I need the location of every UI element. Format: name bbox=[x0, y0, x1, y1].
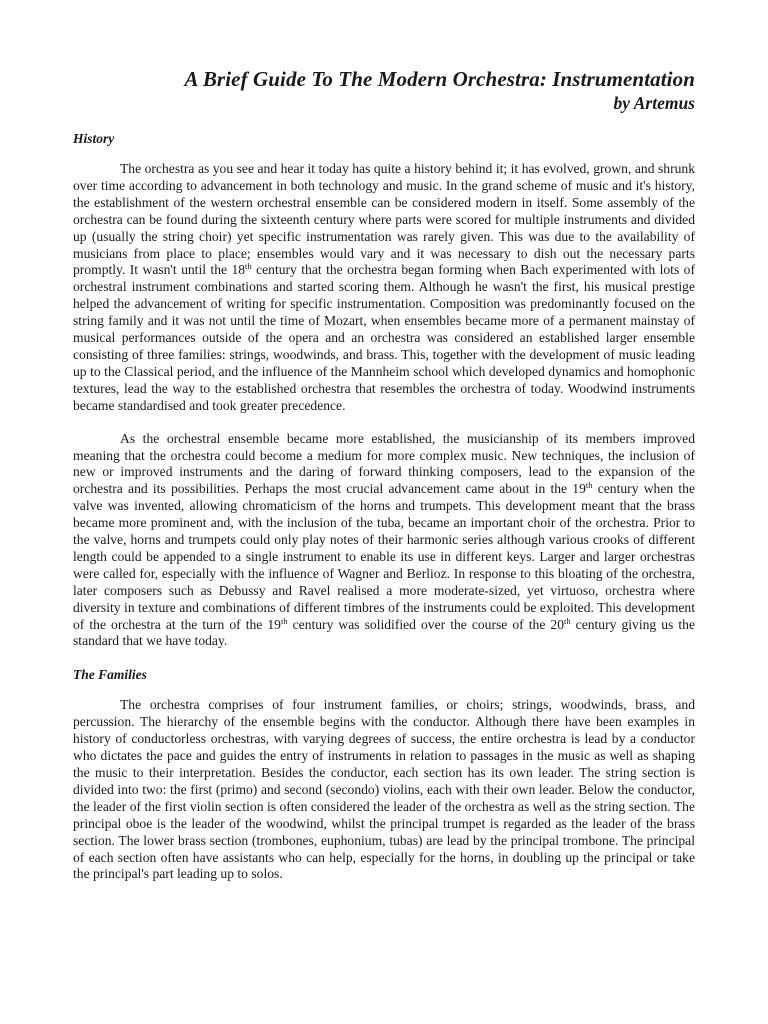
ordinal-superscript: th bbox=[280, 615, 288, 626]
text-run: century that the orchestra began forming when Bach experimented with lots of orchestral instrument combinations and started scoring them. Although he wasn't the first, his musical prestige helped the advancement of writing for specific instrumentation. Composition was predominantly focused on the string family and it was not until the time of Mozart, when ensembles became more of a permanent mainstay of musical performances outside of the opera and an orchestra was considered an established larger ensemble consisting of three families: strings, woodwinds, and brass. This, together with the development of music leading up to the Classical period, and the influence of the Mannheim school which developed dynamics and homophonic textures, lead the way to the established orchestra that resembles the orchestra of today. Woodwind instruments became standardised and took greater precedence. bbox=[73, 262, 695, 413]
text-run: century giving us the standard that we have today. bbox=[73, 616, 695, 649]
text-run: century was solidified over the course of the 20 bbox=[287, 616, 564, 632]
text-run: The orchestra as you see and hear it today has quite a history behind it; it has evolved, grown, and shrunk over time according to advancement in both technology and music. In the grand scheme of music and it's history, the establishment of the western orchestral ensemble can be considered modern in itself. Some assembly of the orchestra can be found during the sixteenth century where parts were scored for multiple instruments and divided up (usually the string choir) yet specific instrumentation was rarely given. This was due to the availability of musicians from place to place; ensembles would vary and it was necessary to dish out the necessary parts promptly. It wasn't until the 18 bbox=[73, 161, 695, 278]
text-run: century when the valve was invented, allowing chromaticism of the horns and trumpets. This development meant that the brass became more prominent and, with the inclusion of the tuba, became an important choir of the orchestra. Prior to the valve, horns and trumpets could only play notes of their harmonic series although various crooks of different length could be appended to a single instrument to enable its use in different keys. Larger and larger orchestras were called for, especially with the influence of Wagner and Berlioz. In response to this bloating of the orchestra, later composers such as Debussy and Ravel realised a more moderate-sized, yet virtuoso, orchestra where diversity in texture and combinations of different timbres of the instruments could be exploited. This development of the orchestra at the turn of the 19 bbox=[73, 481, 695, 632]
ordinal-superscript: th bbox=[245, 261, 252, 272]
ordinal-superscript: th bbox=[564, 615, 571, 626]
ordinal-superscript: th bbox=[585, 480, 593, 491]
document-author: by Artemus bbox=[613, 93, 695, 113]
document-title: A Brief Guide To The Modern Orchestra: Instrumentation bbox=[184, 67, 695, 91]
section-heading-families: The Families bbox=[73, 667, 147, 683]
history-paragraph-2 bbox=[73, 431, 695, 651]
section-heading-history: History bbox=[73, 131, 115, 146]
history-paragraph-1 bbox=[73, 161, 695, 415]
document-page bbox=[73, 66, 695, 899]
text-run: As the orchestral ensemble became more established, the musicianship of its members improved meaning that the orchestra could become a medium for more complex music. New techniques, the inclusion of new or improved instruments and the daring of forward thinking composers, lead to the expansion of the orchestra and its possibilities. Perhaps the most crucial advancement came about in the 19 bbox=[73, 430, 695, 497]
families-paragraph-1: The orchestra comprises of four instrument families, or choirs; strings, woodwinds, brass, and percussion. The hierarchy of the ensemble begins with the conductor. Although there have been examples in history of conductorless orchestras, with varying degrees of success, the entire orchestra is lead by a conductor who dictates the pace and guides the entry of instruments in relation to passages in the music as well as shaping the music to their interpretation. Besides the conductor, each section has its own leader. The string section is divided into two: the first (primo) and second (secondo) violins, each with their own leader. Below the conductor, the leader of the first violin section is often considered the leader of the orchestra as well as the string section. The principal oboe is the leader of the woodwind, whilst the principal trumpet is regarded as the leader of the brass section. The lower brass section (trombones, euphonium, tubas) are lead by the principal trombone. The principal of each section often have assistants who can help, especially for the horns, in doubling up the principal or take the principal's part leading up to solos. bbox=[73, 697, 695, 882]
